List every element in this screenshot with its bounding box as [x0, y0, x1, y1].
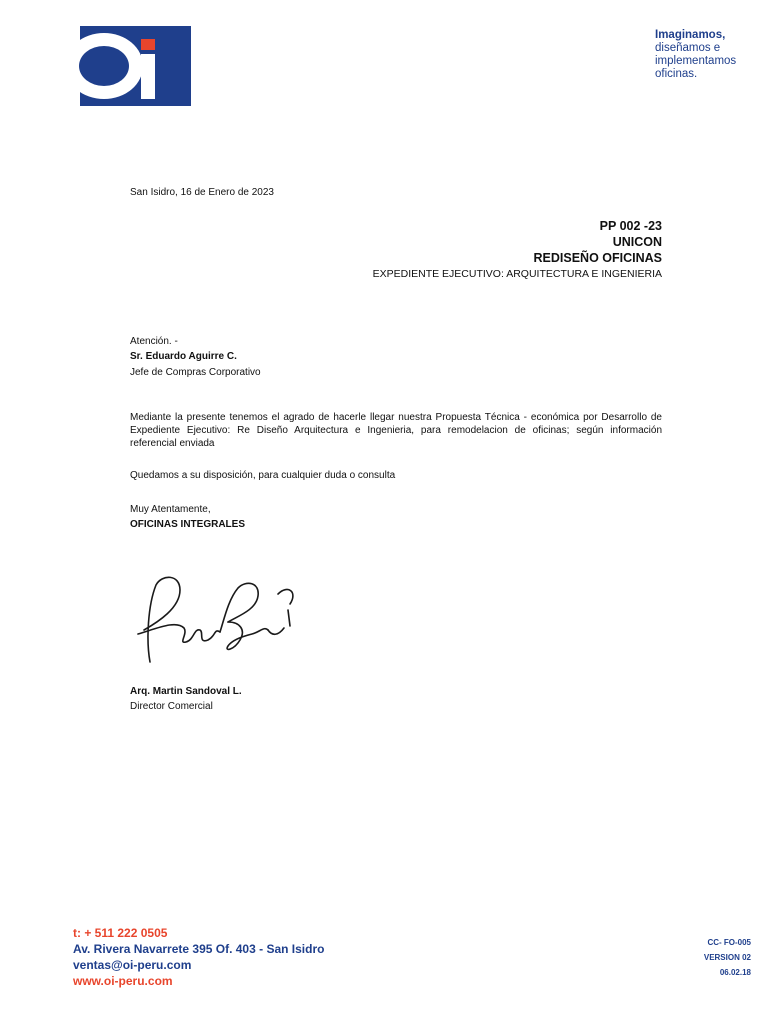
footer-phone: t: + 511 222 0505 — [73, 926, 168, 940]
company-name: OFICINAS INTEGRALES — [130, 519, 246, 530]
body-paragraph: Mediante la presente tenemos el agrado de hacerle llegar nuestra Propuesta Técnica - económica por Desarrollo de Expediente Ejecutivo: Re Diseño Arquitectura e Ingenieria, para remodelacion de oficinas; según información referencial enviada — [130, 412, 662, 449]
tagline-line: Imaginamos, — [655, 29, 726, 41]
closing-line: Muy Atentamente, — [130, 504, 211, 515]
document-code-block — [704, 935, 751, 980]
body-paragraph: Quedamos a su disposición, para cualquier duda o consulta — [130, 470, 396, 481]
footer-email: ventas@oi-peru.com — [73, 958, 192, 972]
tagline-line: oficinas. — [655, 68, 698, 80]
tagline-line: diseñamos e — [655, 42, 721, 54]
recipient-title: Jefe de Compras Corporativo — [130, 367, 261, 378]
reference-block — [534, 218, 663, 266]
client-name: UNICON — [612, 235, 662, 249]
document-code: CC- FO-005 — [707, 938, 751, 947]
footer-website: www.oi-peru.com — [73, 974, 173, 988]
date-line: San Isidro, 16 de Enero de 2023 — [130, 187, 274, 198]
recipient-name: Sr. Eduardo Aguirre C. — [130, 351, 237, 362]
tagline-line: implementamos — [655, 55, 737, 67]
footer-contact — [73, 925, 324, 989]
document-date: 06.02.18 — [719, 968, 751, 977]
attention-label: Atención. - — [130, 336, 178, 347]
oi-logo — [64, 26, 191, 106]
handwritten-signature — [128, 570, 300, 670]
document-version: VERSION 02 — [703, 953, 751, 962]
project-subtitle: EXPEDIENTE EJECUTIVO: ARQUITECTURA E INGENIERIA — [372, 268, 662, 280]
footer-address: Av. Rivera Navarrete 395 Of. 403 - San Isidro — [73, 942, 325, 956]
project-title: REDISEÑO OFICINAS — [533, 251, 662, 265]
tagline — [655, 29, 736, 81]
signer-title: Director Comercial — [130, 701, 213, 712]
signer-name: Arq. Martin Sandoval L. — [130, 686, 242, 697]
reference-number: PP 002 -23 — [599, 219, 662, 233]
